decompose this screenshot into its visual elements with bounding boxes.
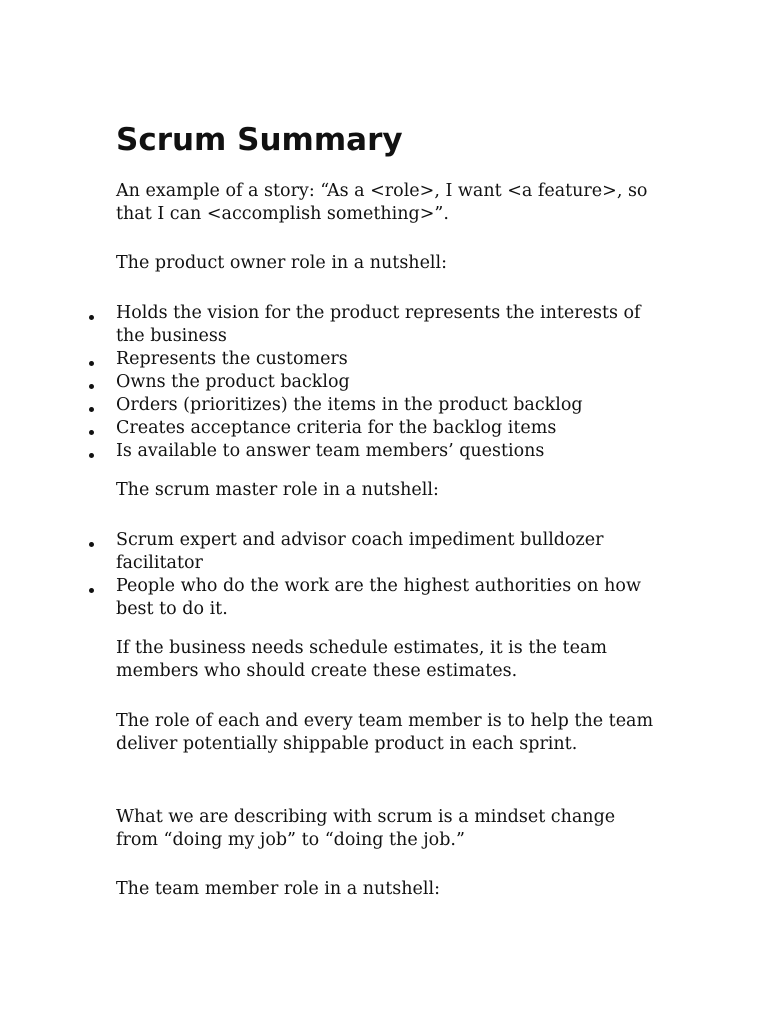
bullet-icon	[86, 575, 96, 598]
estimates-paragraph: If the business needs schedule estimates, it is the team members who should create these estimates.	[116, 638, 607, 681]
product-owner-list	[0, 302, 700, 463]
bullet-icon	[86, 417, 96, 440]
list-item: Holds the vision for the product represents the interests of the business	[0, 302, 661, 348]
list-item: Scrum expert and advisor coach impediment bulldozer facilitator	[0, 529, 661, 575]
bullet-icon	[86, 348, 96, 371]
bullet-icon	[86, 440, 96, 463]
story-example-paragraph: An example of a story: “As a <role>, I want <a feature>, so that I can <accomplish something>”.	[116, 181, 648, 224]
list-item: Is available to answer team members’ questions	[0, 440, 661, 463]
product-owner-heading: The product owner role in a nutshell:	[116, 253, 448, 273]
mindset-paragraph: What we are describing with scrum is a mindset change from “doing my job” to “doing the job.”	[116, 807, 616, 850]
list-item: Owns the product backlog	[0, 371, 661, 394]
list-item: Orders (prioritizes) the items in the product backlog	[0, 394, 661, 417]
team-member-heading: The team member role in a nutshell:	[116, 879, 440, 899]
page-title: Scrum Summary	[116, 122, 403, 158]
scrum-master-list	[0, 529, 700, 621]
bullet-icon	[86, 394, 96, 417]
scrum-master-heading: The scrum master role in a nutshell:	[116, 480, 439, 500]
list-item: People who do the work are the highest authorities on how best to do it.	[0, 575, 661, 621]
bullet-icon	[86, 529, 96, 552]
list-item: Represents the customers	[0, 348, 661, 371]
team-role-paragraph: The role of each and every team member is to help the team deliver potentially shippable product in each sprint.	[116, 711, 654, 754]
bullet-icon	[86, 302, 96, 325]
bullet-icon	[86, 371, 96, 394]
list-item: Creates acceptance criteria for the backlog items	[0, 417, 661, 440]
